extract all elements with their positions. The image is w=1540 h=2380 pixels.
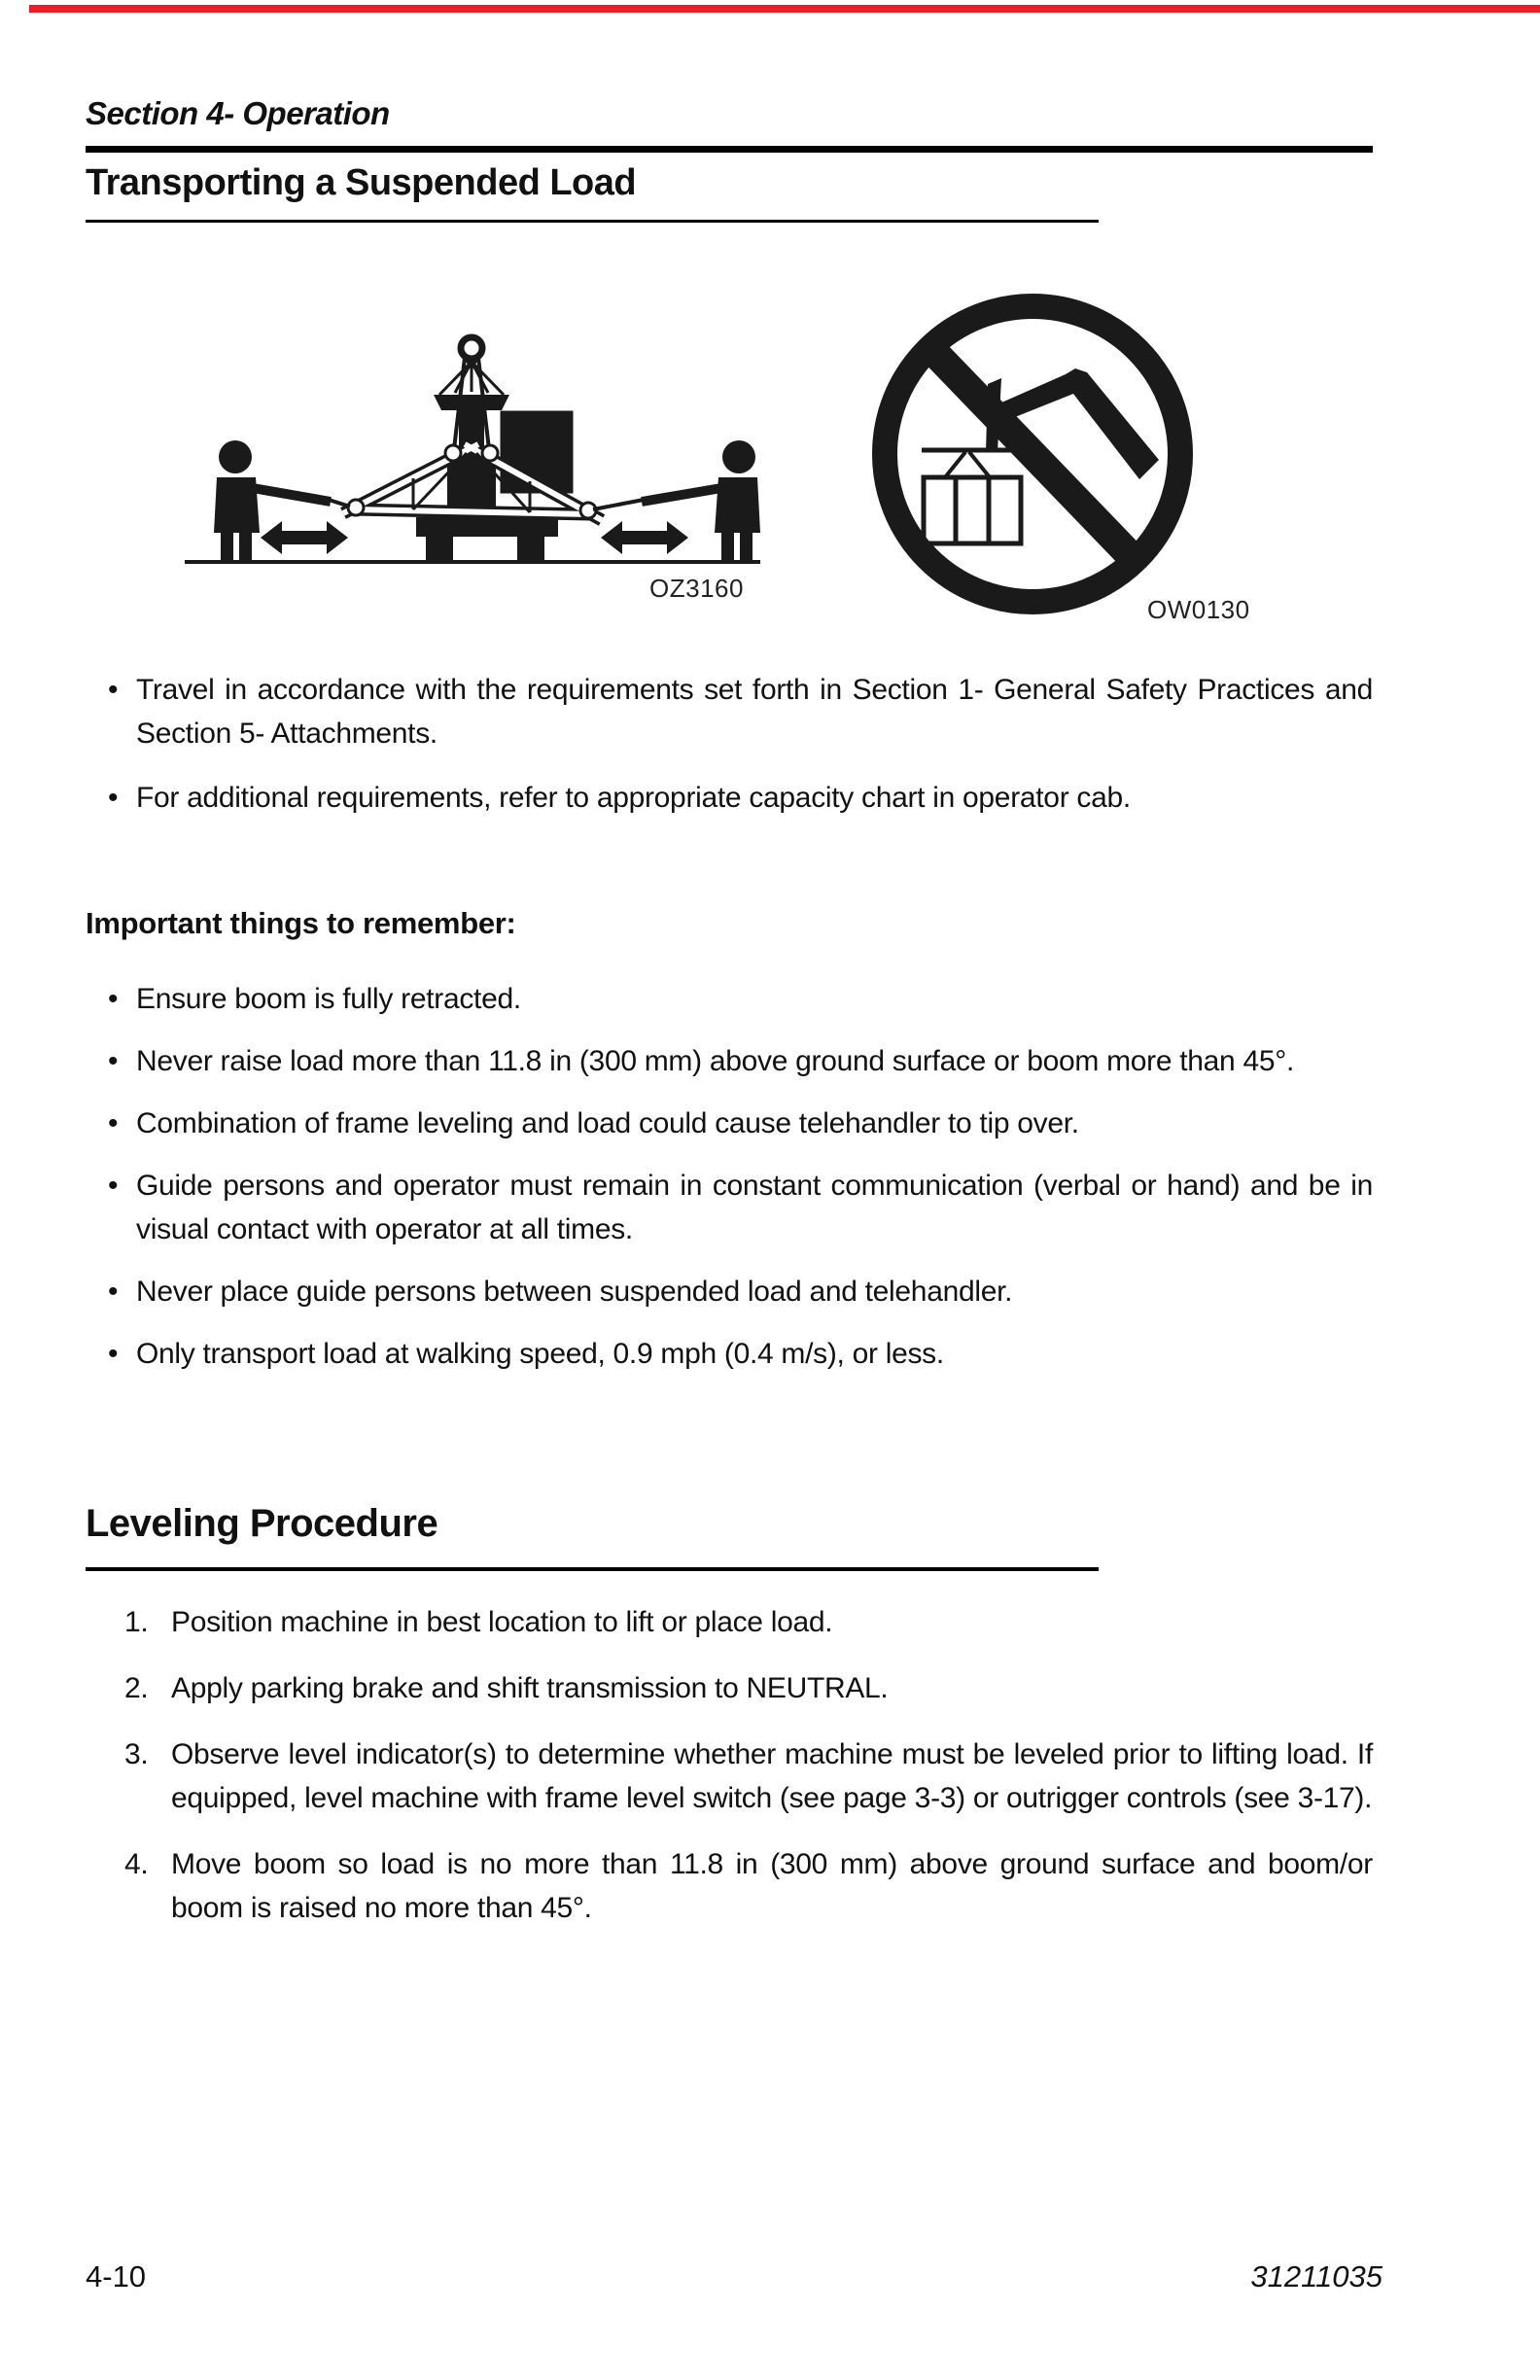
figure-label-oz3160: OZ3160 [649,574,744,603]
list-item: • Ensure boom is fully retracted. [104,977,1373,1021]
figure-label-ow0130: OW0130 [1147,595,1250,624]
list-item: • Combination of frame leveling and load could cause telehandler to tip over. [104,1102,1373,1145]
double-arrow-right [601,521,688,554]
list-item: • Only transport load at walking speed, 0.9 mph (0.4 m/s), or less. [104,1332,1373,1376]
remember-heading: Important things to remember: [86,906,516,940]
step-item: Apply parking brake and shift transmission to NEUTRAL. [171,1672,889,1704]
leveling-rule [86,1567,1099,1571]
suspended-load [922,450,1021,543]
leveling-heading: Leveling Procedure [86,1502,438,1545]
step-item: Observe level indicator(s) to determine whether machine must be leveled prior to lifting load. If equipped, level machine with frame level switch (see page 3-3) or outrigger controls (see 3-17). [171,1738,1373,1814]
remember-bullet-list [104,977,1373,1394]
intro-bullet-list [104,668,1373,840]
top-accent-bar [29,5,1540,13]
tag-line-right [593,500,644,509]
step-item: Move boom so load is no more than 11.8 in (300 mm) above ground surface and boom/or boom is raised no more than 45°. [171,1848,1373,1924]
title-rule [86,220,1099,223]
list-item: • Travel in accordance with the requirements set forth in Section 1- General Safety Practices and Section 5- Attachments. [104,668,1373,755]
footer-page-number: 4-10 [86,2259,147,2293]
list-item: • Guide persons and operator must remain in constant communication (verbal or hand) and be in visual contact with operator at all times. [104,1164,1373,1251]
leveling-steps-list [124,1600,1373,1952]
tag-line-left [329,500,350,507]
list-item: • For additional requirements, refer to appropriate capacity chart in operator cab. [104,776,1373,820]
header-rule [86,146,1373,153]
page-title: Transporting a Suspended Load [86,162,637,203]
figure-no-raised-boom-prohibition [865,287,1201,622]
step-item: Position machine in best location to lift or place load. [171,1606,833,1638]
guide-person-right [642,440,760,564]
double-arrow-left [261,521,348,554]
list-item: • Never raise load more than 11.8 in (300 mm) above ground surface or boom more than 45°. [104,1039,1373,1083]
list-item: • Never place guide persons between suspended load and telehandler. [104,1270,1373,1313]
footer-document-number: 31211035 [1250,2259,1382,2293]
section-header: Section 4- Operation [86,95,390,131]
